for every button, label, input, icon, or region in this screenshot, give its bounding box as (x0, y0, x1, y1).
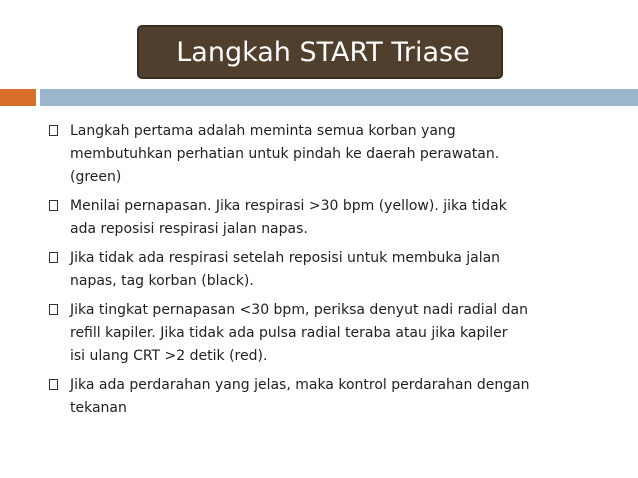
bullet-item-4 (46, 299, 616, 368)
bullet-item-3 (46, 247, 616, 293)
bullet-line: Langkah pertama adalah meminta semua korban yang (70, 123, 456, 139)
bullet-line: ada reposisi respirasi jalan napas. (70, 221, 308, 237)
title-box (137, 25, 503, 79)
square-bullet-icon (49, 125, 58, 136)
bullet-line: tekanan (70, 400, 127, 416)
bullet-line: Jika tidak ada respirasi setelah reposisi untuk membuka jalan (70, 250, 501, 266)
bullet-line: (green) (70, 169, 122, 185)
bullet-list (46, 120, 616, 426)
bullet-item-1 (46, 120, 616, 189)
bullet-line: Jika tingkat pernapasan <30 bpm, periksa denyut nadi radial dan (70, 302, 528, 318)
square-bullet-icon (49, 252, 58, 263)
accent-band-orange (0, 89, 36, 106)
slide-title: Langkah START Triase (176, 36, 470, 68)
bullet-item-2 (46, 195, 616, 241)
bullet-line: refill kapiler. Jika tidak ada pulsa radial teraba atau jika kapiler (70, 325, 508, 341)
bullet-line: napas, tag korban (black). (70, 273, 254, 289)
square-bullet-icon (49, 379, 58, 390)
bullet-line: Jika ada perdarahan yang jelas, maka kontrol perdarahan dengan (70, 377, 530, 393)
bullet-line: membutuhkan perhatian untuk pindah ke daerah perawatan. (70, 146, 500, 162)
bullet-line: Menilai pernapasan. Jika respirasi >30 bpm (yellow). jika tidak (70, 198, 507, 214)
bullet-item-5 (46, 374, 616, 420)
bullet-line: isi ulang CRT >2 detik (red). (70, 348, 268, 364)
square-bullet-icon (49, 304, 58, 315)
square-bullet-icon (49, 200, 58, 211)
accent-band-blue (40, 89, 638, 106)
